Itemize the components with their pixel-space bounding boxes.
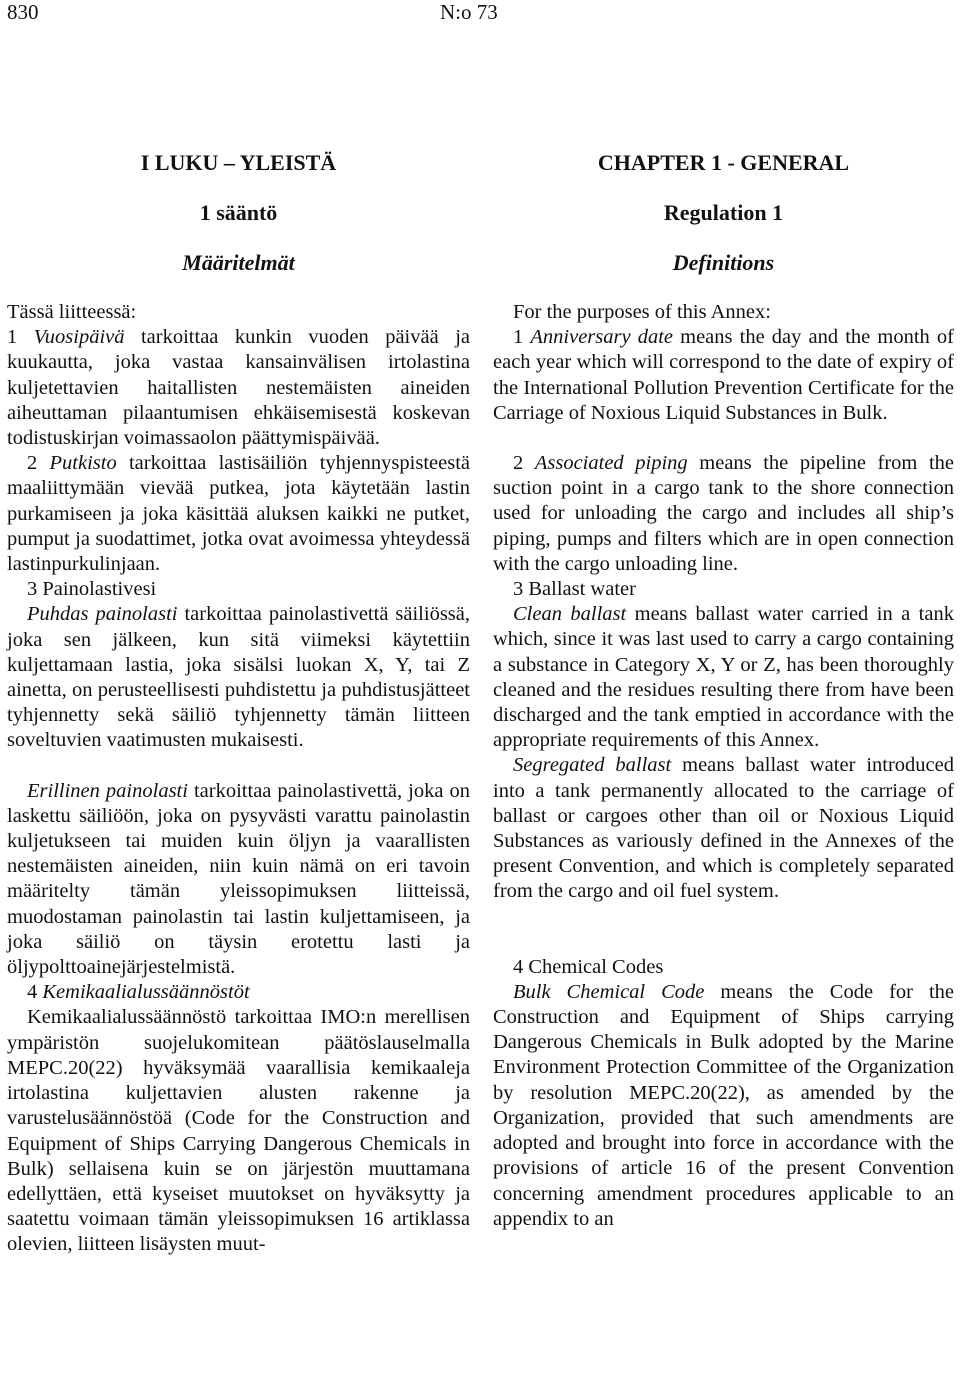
definition-segregated-ballast [493, 753, 954, 904]
regulation-title: 1 sääntö [199, 200, 278, 225]
finnish-column [7, 150, 470, 1258]
english-column [493, 150, 954, 1232]
definition-heading-chemical-codes: 4 Chemical Codes [513, 955, 664, 978]
definition-number: 4 [27, 981, 43, 1004]
definition-anniversary [493, 325, 954, 426]
definition-anniversary [7, 325, 470, 451]
regulation-title: Regulation 1 [663, 200, 784, 225]
issue-number: N:o 73 [440, 0, 498, 24]
definition-term: Bulk Chemical Code [513, 980, 705, 1003]
definition-term: Puhdas painolasti [27, 603, 178, 626]
finnish-body [7, 300, 470, 1258]
definition-term: Segregated ballast [513, 754, 672, 777]
intro-paragraph: Tässä liitteessä: [7, 301, 137, 323]
paragraph-gap [7, 754, 470, 779]
definition-text: means ballast water carried in a tank which, since it was last used to carry a cargo containing a substance in Category X, Y or Z, has been thoroughly cleaned and the residues resulting there from have been discharged and the tank emptied in accordance with the appropriate requirements of this Annex. [493, 603, 954, 752]
paragraph-gap [493, 426, 954, 451]
definition-piping [7, 451, 470, 577]
definition-heading-ballast: 3 Painolastivesi [27, 578, 157, 601]
definition-term: Kemikaalialussäännöstöt [42, 981, 250, 1004]
definition-term: Associated piping [534, 452, 688, 475]
definition-text: tarkoittaa painolastivettä säiliössä, joka sen jälkeen, kun sitä viimeksi käytettiin kuljettamaan lastia, joka sisälsi luokan X, Y, tai Z ainetta, on perusteellisesti puhdistettu ja puhdistusjätteet tyhjennetty sekä säiliö tyhjennetty tämän liitteen soveltuvien vaatimusten mukaisesti. [7, 603, 470, 752]
definition-term: Vuosipäivä [33, 326, 125, 349]
definition-text: means the Code for the Construction and Equipment of Ships carrying Dangerous Chemicals in Bulk adopted by the Marine Environment Protection Committee of the Organization by resolution MEPC.20(22), as amended by the Organization, provided that such amendments are adopted and brought into force in accordance with the provisions of article 16 of the present Convention concerning amendment procedures applicable to an appendix to an [493, 980, 955, 1230]
definition-text: tarkoittaa lastisäiliön tyhjennyspisteestä maaliittymään vievää putkea, jota käytetään lastin purkamiseen ja joka käsittää aluksen kaikki ne putket, pumput ja suodattimet, jotka ovat avoimessa yhteydessä lastinpurkulinjaan. [7, 452, 471, 576]
definitions-title: Määritelmät [182, 250, 295, 275]
definition-heading-chemical-codes [7, 980, 470, 1005]
intro-paragraph: For the purposes of this Annex: [513, 301, 771, 323]
definition-term: Clean ballast [513, 603, 627, 626]
definition-term: Putkisto [49, 452, 117, 475]
definition-number: 1 [513, 326, 531, 349]
definition-number: 2 [513, 452, 535, 475]
definition-chemical-code [493, 980, 954, 1232]
paragraph-gap [493, 930, 954, 955]
definition-number: 2 [27, 452, 50, 475]
page-number: 830 [7, 0, 39, 24]
page-header [0, 0, 960, 30]
definition-text: means the pipeline from the suction point in a cargo tank to the shore connection used for unloading the cargo and includes all ship’s piping, pumps and filters which are in open connection with the cargo unloading line. [493, 452, 955, 575]
definition-piping [493, 451, 954, 577]
definition-clean-ballast [493, 602, 954, 753]
chapter-title: I LUKU – YLEISTÄ [140, 150, 337, 175]
paragraph-gap [493, 905, 954, 930]
definition-text: tarkoittaa kunkin vuoden päivää ja kuukautta, joka vastaa kansainvälisen irtolastina kuljetettavien haitallisten nestemäisten aineiden aiheuttaman pilaantumisen ehkäisemisestä koskevan todistuskirjan voimassaolon päättymispäivää. [7, 326, 470, 450]
english-body [493, 300, 954, 1232]
definition-chemical-code: Kemikaalialussäännöstö tarkoittaa IMO:n merellisen ympäristön suojelukomitean päätöslauselmalla MEPC.20(22) hyväksymää vaarallisia kemikaaleja irtolastina kuljettavien alusten rakenne ja varustelusäännöstöä (Code for the Construction and Equipment of Ships Carrying Dangerous Chemicals in Bulk) sellaisena kuin se on järjestön muuttamana edellyttäen, että kyseiset muutokset on hyväksytty ja saatettu voimaan tämän yleissopimuksen 16 artiklassa olevien, liitteen lisäysten muut- [7, 1006, 470, 1256]
definition-term: Erillinen painolasti [27, 779, 188, 802]
definition-number: 1 [7, 326, 34, 349]
definition-text: means the day and the month of each year which will correspond to the date of expiry of the International Pollution Prevention Certificate for the Carriage of Noxious Liquid Substances in Bulk. [493, 326, 954, 424]
definition-term: Anniversary date [530, 326, 673, 349]
definition-text: tarkoittaa painolastivettä, joka on laskettu säiliöön, joka on pysyvästi varattu painolastin kuljetukseen tai muiden kuin öljyn ja vaarallisten nestemäisten aineiden, niin kuin nämä on eri tavoin määritelty tämän yleissopimuksen liitteissä, muodostaman painolastin tai lastin kuljettamiseen, ja joka säiliö on täysin erotettu lasti ja öljypolttoainejärjestelmistä. [7, 779, 470, 979]
definitions-title: Definitions [672, 250, 775, 275]
definition-clean-ballast [7, 602, 470, 753]
chapter-title: CHAPTER 1 - GENERAL [597, 150, 850, 175]
definition-heading-ballast: 3 Ballast water [513, 578, 636, 601]
definition-segregated-ballast [7, 779, 470, 981]
definition-text: means ballast water introduced into a tank permanently allocated to the carriage of ballast or cargoes other than oil or Noxious Liquid Substances as variously defined in the Annexes of the present Convention, and which is completely separated from the cargo and oil fuel system. [493, 754, 954, 903]
